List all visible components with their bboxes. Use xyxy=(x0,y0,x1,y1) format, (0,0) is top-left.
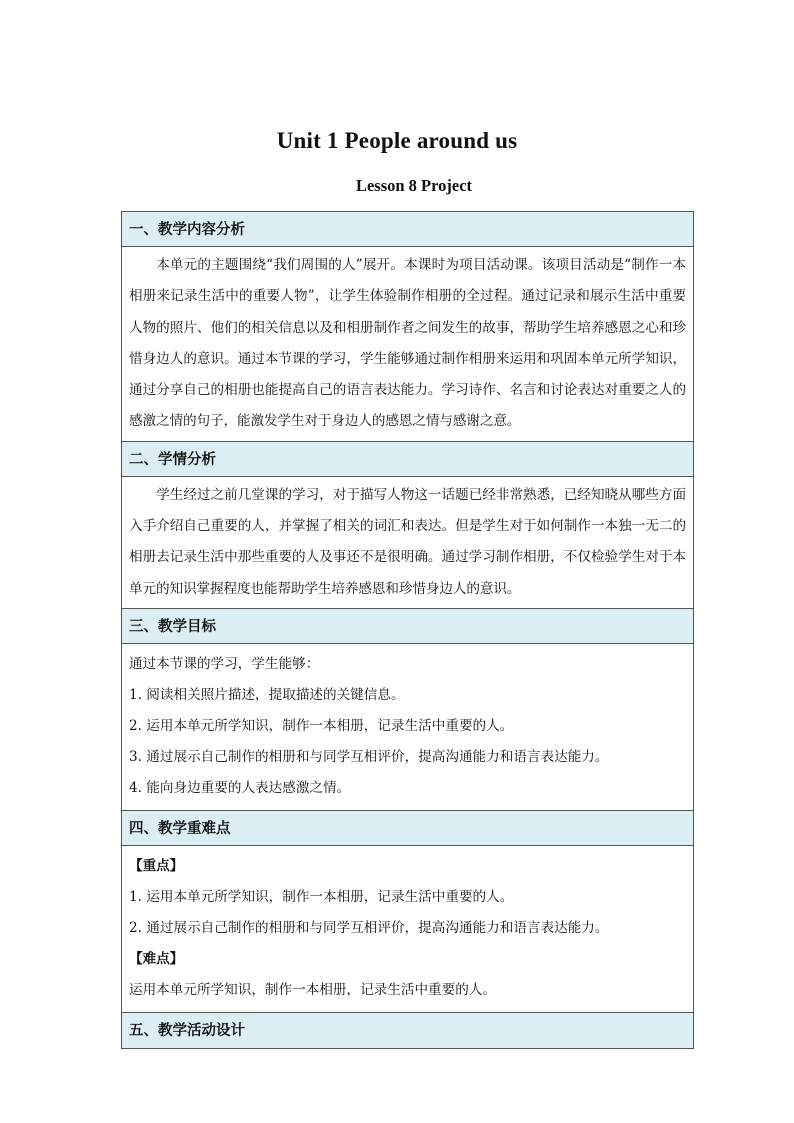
section-heading-content-analysis: 一、教学内容分析 xyxy=(122,212,693,247)
difficult-points-label: 【难点】 xyxy=(129,950,184,967)
section-heading-activity-design: 五、教学活动设计 xyxy=(122,1013,693,1048)
section-body-student-analysis xyxy=(122,477,693,609)
student-analysis-text: 学生经过之前几堂课的学习，对于描写人物这一话题已经非常熟悉，已经知晓从哪些方面入手介绍自己重要的人，并掌握了相关的词汇和表达。但是学生对于如何制作一本独一无二的相册去记录生活中那些重要的人及事还不是很明确。通过学习制作相册，不仅检验学生对于本单元的知识掌握程度也能帮助学生培养感恩和珍惜身边人的意识。 xyxy=(129,486,686,597)
objectives-intro: 通过本节课的学习，学生能够： xyxy=(129,655,320,672)
difficult-point-text: 运用本单元所学知识，制作一本相册，记录生活中重要的人。 xyxy=(129,981,497,998)
section-heading-student-analysis: 二、学情分析 xyxy=(122,442,693,477)
key-point-item: 1. 运用本单元所学知识，制作一本相册，记录生活中重要的人。 xyxy=(129,888,514,905)
objective-item: 3. 通过展示自己制作的相册和与同学互相评价，提高沟通能力和语言表达能力。 xyxy=(129,748,609,765)
key-point-item: 2. 通过展示自己制作的相册和与同学互相评价，提高沟通能力和语言表达能力。 xyxy=(129,919,609,936)
objective-item: 2. 运用本单元所学知识，制作一本相册，记录生活中重要的人。 xyxy=(129,717,514,734)
document-title: Unit 1 People around us xyxy=(276,128,518,153)
section-body-objectives xyxy=(122,644,693,811)
lesson-plan-table xyxy=(121,211,694,1049)
lesson-subtitle: Lesson 8 Project xyxy=(355,176,473,195)
key-points-label: 【重点】 xyxy=(129,857,184,874)
content-analysis-text: 本单元的主题围绕“我们周围的人”展开。本课时为项目活动课。该项目活动是“制作一本相册来记录生活中的重要人物”，让学生体验制作相册的全过程。通过记录和展示生活中重要人物的照片、他们的相关信息以及和相册制作者之间发生的故事，帮助学生培养感恩之心和珍惜身边人的意识。通过本节课的学习，学生能够通过制作相册来运用和巩固本单元所学知识，通过分享自己的相册也能提高自己的语言表达能力。学习诗作、名言和讨论表达对重要之人的感激之情的句子，能激发学生对于身边人的感恩之情与感谢之意。 xyxy=(129,257,686,430)
section-body-key-points xyxy=(122,846,693,1013)
section-heading-key-points: 四、教学重难点 xyxy=(122,811,693,846)
objective-item: 1. 阅读相关照片描述，提取描述的关键信息。 xyxy=(129,686,405,703)
objective-item: 4. 能向身边重要的人表达感激之情。 xyxy=(129,779,351,796)
section-body-content-analysis xyxy=(122,247,693,442)
section-heading-objectives: 三、教学目标 xyxy=(122,609,693,644)
